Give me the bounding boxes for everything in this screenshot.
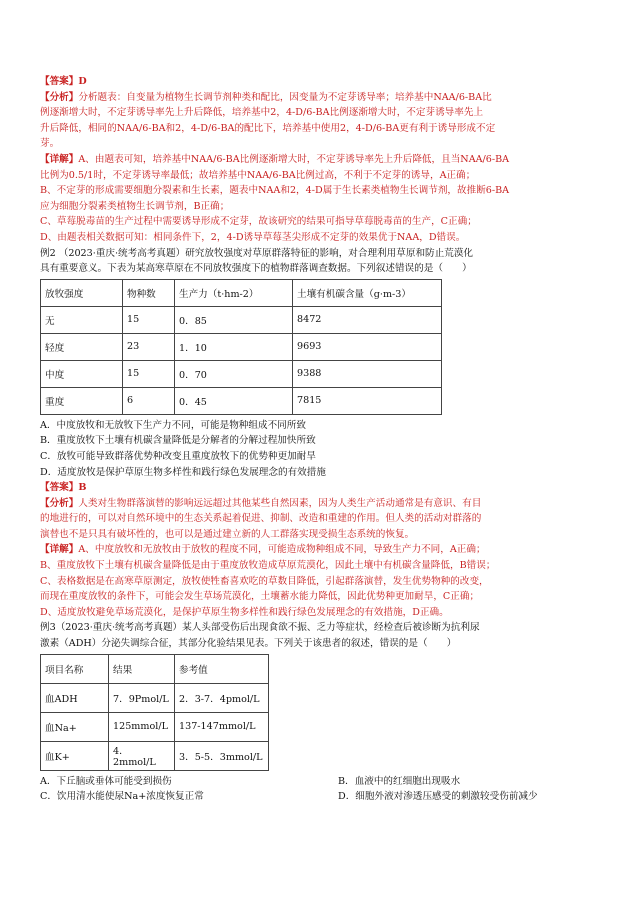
q1-detail-line: C、草莓脱毒苗的生产过程中需要诱导形成不定芽，故该研究的结果可指导草莓脱毒苗的生产，C正确； (40, 216, 477, 228)
q2-option-c[interactable]: C．放牧可能导致群落优势种改变且重度放牧下的优势种更加耐旱 (40, 450, 316, 462)
q1-analysis-tag: 【分析】 (40, 91, 79, 103)
q1-detail-line: B、不定芽的形成需要细胞分裂素和生长素，题表中NAA和2，4-D属于生长素类植物生长调节剂，故推断6-BA (40, 185, 510, 197)
table-cell: 中度 (41, 360, 123, 387)
q2-stem (40, 246, 605, 277)
q2-detail-tag: 【详解】 (40, 544, 79, 556)
document-page (40, 74, 605, 805)
table-cell: 7．9Pmol/L (109, 683, 175, 712)
q2-stem-line: 例2 （2023·重庆·统考高考真题）研究放牧强度对草原群落特征的影响，对合理利用草原和防止荒漠化 (40, 247, 474, 259)
q2-detail (40, 542, 605, 620)
q2-detail-line: C、表格数据是在高寒草原测定，放牧使牲畜喜欢吃的草数目降低，引起群落演替，发生优势物种的改变， (40, 575, 489, 587)
q3-option-c[interactable]: C．饮用清水能使尿Na+浓度恢复正常 (40, 791, 204, 803)
table-row (41, 360, 442, 387)
table-cell: 6 (123, 387, 175, 414)
table-cell: 4．2mmol/L (109, 741, 175, 770)
table-cell: 23 (123, 333, 175, 360)
table-row (41, 712, 269, 741)
q3-stem (40, 620, 605, 651)
q2-stem-line: 具有重要意义。下表为某高寒草原在不同放牧强度下的植物群落调查数据。下列叙述错误的是（ ） (40, 263, 472, 275)
table-cell: 轻度 (41, 333, 123, 360)
q2-analysis-tag: 【分析】 (40, 497, 79, 509)
table-row (41, 683, 269, 712)
q2-detail-line: D、适度放牧避免草场荒漠化，是保护草原生物多样性和践行绿色发展理念的有效措施，D正确。 (40, 606, 449, 618)
q1-detail-line: D、由题表相关数据可知：相同条件下，2，4-D诱导草莓茎尖形成不定芽的效果优于NAA，D错误。 (40, 231, 466, 243)
table-header-cell: 生产力（t·hm-2） (175, 279, 293, 306)
q3-stem-line: 例3（2023·重庆·统考高考真题）某人头部受伤后出现食欲不振、乏力等症状，经检查后被诊断为抗利尿 (40, 622, 480, 634)
table-cell: 1．10 (175, 333, 293, 360)
table-cell: 7815 (293, 387, 442, 414)
q2-detail-line: B、重度放牧下土壤有机碳含量降低是由于重度放牧造成草原荒漠化，因此土壤中有机碳含量降低，B错误； (40, 560, 496, 572)
table-cell: 血ADH (41, 683, 109, 712)
q1-detail (40, 152, 605, 246)
table-cell: 血K+ (41, 741, 109, 770)
q2-options (40, 418, 605, 480)
q2-analysis-line: 人类对生物群落演替的影响远远超过其他某些自然因素，因为人类生产活动通常是有意识、有目 (78, 497, 482, 509)
q1-analysis-line: 例逐渐增大时，不定芽诱导率先上升后降低，培养基中2，4-D/6-BA比例逐渐增大时，不定芽诱导率先上 (40, 107, 484, 119)
table-cell: 0．85 (175, 306, 293, 333)
table-cell: 无 (41, 306, 123, 333)
q3-option-a[interactable]: A．下丘脑或垂体可能受到损伤 (40, 775, 172, 787)
q3-option-d[interactable]: D．细胞外液对渗透压感受的刺激较受伤前减少 (338, 791, 538, 803)
table-header-cell: 放牧强度 (41, 279, 123, 306)
table-cell: 125mmol/L (109, 712, 175, 741)
q2-answer: 【答案】B (40, 482, 87, 494)
grazing-table (40, 279, 442, 415)
q1-detail-line: A、由题表可知，培养基中NAA/6-BA比例逐渐增大时，不定芽诱导率先上升后降低，且当NAA/6-BA (78, 153, 510, 165)
q1-detail-line: 比例为0.5/1时，不定芽诱导率最低；故培养基中NAA/6-BA比例过高，不利于不定芽的诱导，A正确； (40, 169, 476, 181)
q1-analysis-line: 芽。 (40, 138, 60, 150)
table-cell: 137-147mmol/L (175, 712, 269, 741)
table-cell: 0．70 (175, 360, 293, 387)
table-header-row (41, 654, 269, 683)
table-header-cell: 项目名称 (41, 654, 109, 683)
q1-detail-line: 应为细胞分裂素类植物生长调节剂，B正确； (40, 200, 230, 212)
table-row (41, 741, 269, 770)
q3-option-b[interactable]: B．血液中的红细胞出现吸水 (338, 775, 461, 787)
table-header-cell: 物种数 (123, 279, 175, 306)
q2-option-a[interactable]: A．中度放牧和无放牧下生产力不同，可能是物种组成不同所致 (40, 419, 306, 431)
table-cell: 15 (123, 306, 175, 333)
table-cell: 0．45 (175, 387, 293, 414)
q2-detail-line: A、中度放牧和无放牧由于放牧的程度不同，可能造成物种组成不同，导致生产力不同，A正确； (78, 544, 486, 556)
q2-analysis-line: 的地进行的，可以对自然环境中的生态关系起着促进、抑制、改造和重建的作用。但人类的活动对群落的 (40, 513, 482, 525)
table-header-cell: 土壤有机碳含量（g·m-3） (293, 279, 442, 306)
table-header-cell: 参考值 (175, 654, 269, 683)
table-cell: 重度 (41, 387, 123, 414)
table-header-cell: 结果 (109, 654, 175, 683)
q1-analysis (40, 90, 605, 152)
q3-options (40, 774, 605, 805)
table-row (41, 333, 442, 360)
q2-option-b[interactable]: B．重度放牧下土壤有机碳含量降低是分解者的分解过程加快所致 (40, 435, 316, 447)
q2-analysis (40, 496, 605, 543)
table-cell: 15 (123, 360, 175, 387)
table-row (41, 387, 442, 414)
q2-option-d[interactable]: D．适度放牧是保护草原生物多样性和践行绿色发展理念的有效措施 (40, 466, 326, 478)
table-cell: 2．3-7．4pmol/L (175, 683, 269, 712)
q2-analysis-line: 演替也不是只具有破坏性的，也可以是通过建立新的人工群落实现受损生态系统的恢复。 (40, 528, 415, 540)
lab-results-table (40, 654, 269, 771)
table-cell: 3．5-5．3mmol/L (175, 741, 269, 770)
table-header-row (41, 279, 442, 306)
q3-stem-line: 激素（ADH）分泌失调综合征，其部分化验结果见表。下列关于该患者的叙述，错误的是（ ） (40, 638, 457, 650)
q1-detail-tag: 【详解】 (40, 153, 79, 165)
table-cell: 9388 (293, 360, 442, 387)
q2-detail-line: 而现在重度放牧的条件下，可能会发生草场荒漠化，土壤蓄水能力降低，因此优势种更加耐旱，C正确； (40, 591, 480, 603)
q1-analysis-line: 分析题表：自变量为植物生长调节剂种类和配比，因变量为不定芽诱导率；培养基中NAA/6-BA比 (78, 91, 492, 103)
q1-answer: 【答案】D (40, 76, 87, 87)
table-cell: 8472 (293, 306, 442, 333)
table-row (41, 306, 442, 333)
table-cell: 血Na+ (41, 712, 109, 741)
table-cell: 9693 (293, 333, 442, 360)
q1-analysis-line: 升后降低，相同的NAA/6-BA和2，4-D/6-BA的配比下，培养基中使用2，4-D/6-BA更有利于诱导形成不定 (40, 122, 496, 134)
